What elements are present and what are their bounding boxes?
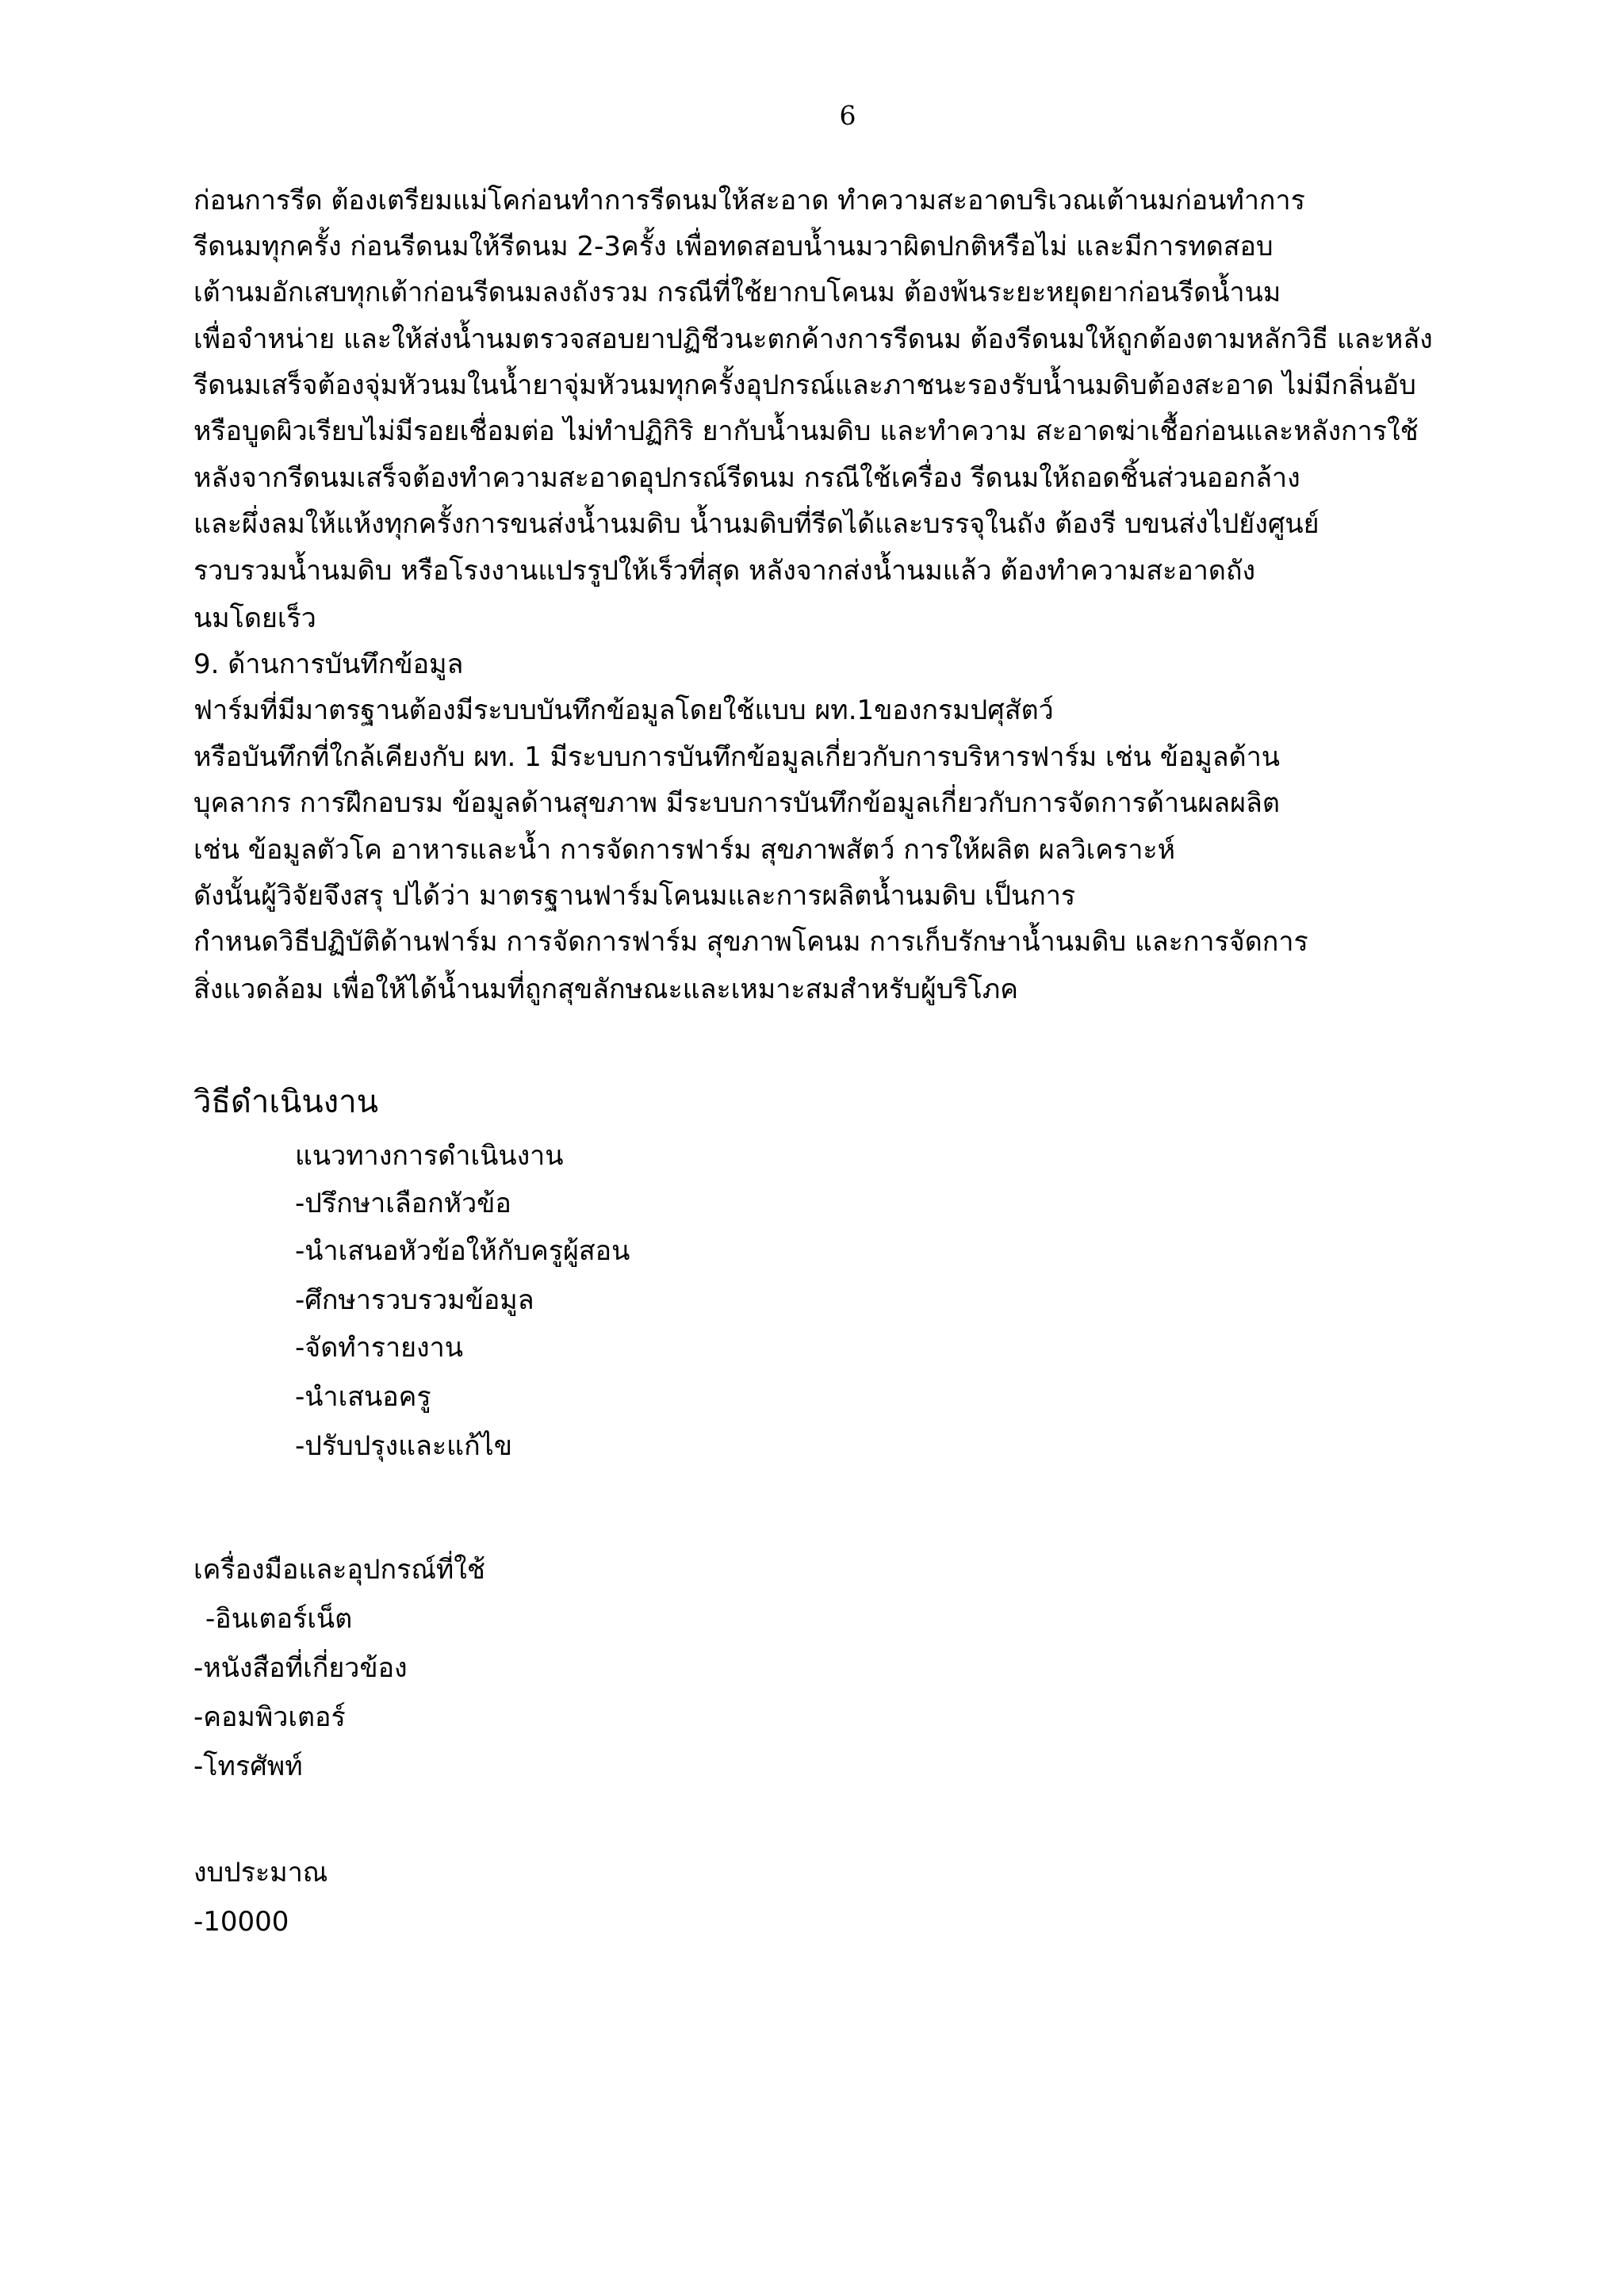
budget-value: -10000 xyxy=(193,1906,289,1938)
body-line: บุคลากร การฝึกอบรม ข้อมูลด้านสุขภาพ มีระบบการบันทึกข้อมูลเกี่ยวกับการจัดการด้านผลผลิต xyxy=(193,787,1280,819)
section-heading-records: 9. ด้านการบันทึกข้อมูล xyxy=(193,649,464,680)
body-line: หลังจากรีดนมเสร็จต้องทำความสะอาดอุปกรณ์รีดนม กรณีใช้เครื่อง รีดนมให้ถอดชิ้นส่วนออกล้าง xyxy=(193,462,1300,494)
body-line: ดังนั้นผู้วิจัยจึงสรุ ปได้ว่า มาตรฐานฟาร์มโคนมและการผลิตน้ำนมดิบ เป็นการ xyxy=(193,880,1076,912)
body-line: รีดนมเสร็จต้องจุ่มหัวนมในน้ำยาจุ่มหัวนมทุกครั้งอุปกรณ์และภาชนะรองรับน้ำนมดิบต้องสะอาด ไม่มีกลิ่นอับ xyxy=(193,369,1416,401)
budget-heading: งบประมาณ xyxy=(193,1857,328,1888)
body-line: หรือบันทึกที่ใกล้เคียงกับ ผท. 1 มีระบบการบันทึกข้อมูลเกี่ยวกับการบริหารฟาร์ม เช่น ข้อมูลด้าน xyxy=(193,741,1281,773)
body-line: ก่อนการรีด ต้องเตรียมแม่โคก่อนทำการรีดนมให้สะอาด ทำความสะอาดบริเวณเต้านมก่อนทำการ xyxy=(193,185,1305,216)
body-line: กำหนดวิธีปฏิบัติด้านฟาร์ม การจัดการฟาร์ม สุขภาพโคนม การเก็บรักษาน้ำนมดิบ และการจัดการ xyxy=(193,926,1308,958)
methods-item: -ปรับปรุงและแก้ไข xyxy=(295,1430,512,1462)
methods-item: -ศึกษารวบรวมข้อมูล xyxy=(295,1284,534,1316)
methods-item: -จัดทำรายงาน xyxy=(295,1332,463,1364)
tools-item: -หนังสือที่เกี่ยวข้อง xyxy=(193,1652,408,1684)
body-line: เช่น ข้อมูลตัวโค อาหารและน้ำ การจัดการฟาร์ม สุขภาพสัตว์ การให้ผลิต ผลวิเคราะห์ xyxy=(193,834,1176,866)
body-line: นมโดยเร็ว xyxy=(193,603,316,634)
body-line: เต้านมอักเสบทุกเต้าก่อนรีดนมลงถังรวม กรณีที่ใช้ยากบโคนม ต้องพ้นระยะหยุดยาก่อนรีดน้ำนม xyxy=(193,277,1281,308)
methods-item: -นำเสนอครู xyxy=(295,1381,431,1413)
body-line: รีดนมทุกครั้ง ก่อนรีดนมให้รีดนม 2-3ครั้ง เพื่อทดสอบน้ำนมวาผิดปกติหรือไม่ และมีการทดสอบ xyxy=(193,231,1274,262)
methods-item: -ปรึกษาเลือกหัวข้อ xyxy=(295,1188,511,1219)
body-line: เพื่อจำหน่าย และให้ส่งน้ำนมตรวจสอบยาปฏิชีวนะตกค้างการรีดนม ต้องรีดนมให้ถูกต้องตามหลักวิธี และหลัง xyxy=(193,323,1433,355)
tools-item: -โทรศัพท์ xyxy=(193,1751,303,1782)
methods-item: -นำเสนอหัวข้อให้กับครูผู้สอน xyxy=(295,1235,630,1267)
tools-heading: เครื่องมือและอุปกรณ์ที่ใช้ xyxy=(193,1554,485,1586)
methods-heading: วิธีดำเนินงาน xyxy=(193,1084,379,1120)
body-line: และผึ่งลมให้แห้งทุกครั้งการขนส่งน้ำนมดิบ น้ำนมดิบที่รีดได้และบรรจุในถัง ต้องรี บขนส่งไปยังศูนย์ xyxy=(193,508,1320,540)
body-line: รวบรวมน้ำนมดิบ หรือโรงงานแปรรูปให้เร็วที่สุด หลังจากส่งน้ำนมแล้ว ต้องทำความสะอาดถัง xyxy=(193,555,1256,587)
body-line: หรือบูดผิวเรียบไม่มีรอยเชื่อมต่อ ไม่ทำปฏิกิริ ยากับน้ำนมดิบ และทำความ สะอาดฆ่าเชื้อก่อนและหลังการใช้ xyxy=(193,415,1419,447)
methods-item: แนวทางการดำเนินงาน xyxy=(295,1140,564,1172)
tools-item: -คอมพิวเตอร์ xyxy=(193,1701,346,1733)
body-line: ฟาร์มที่มีมาตรฐานต้องมีระบบบันทึกข้อมูลโดยใช้แบบ ผท.1ของกรมปศุสัตว์ xyxy=(193,695,1054,726)
tools-item: -อินเตอร์เน็ต xyxy=(205,1603,353,1635)
page-number: 6 xyxy=(839,100,856,131)
body-line: สิ่งแวดล้อม เพื่อให้ได้น้ำนมที่ถูกสุขลักษณะและเหมาะสมสำหรับผู้บริโภค xyxy=(193,974,1019,1005)
